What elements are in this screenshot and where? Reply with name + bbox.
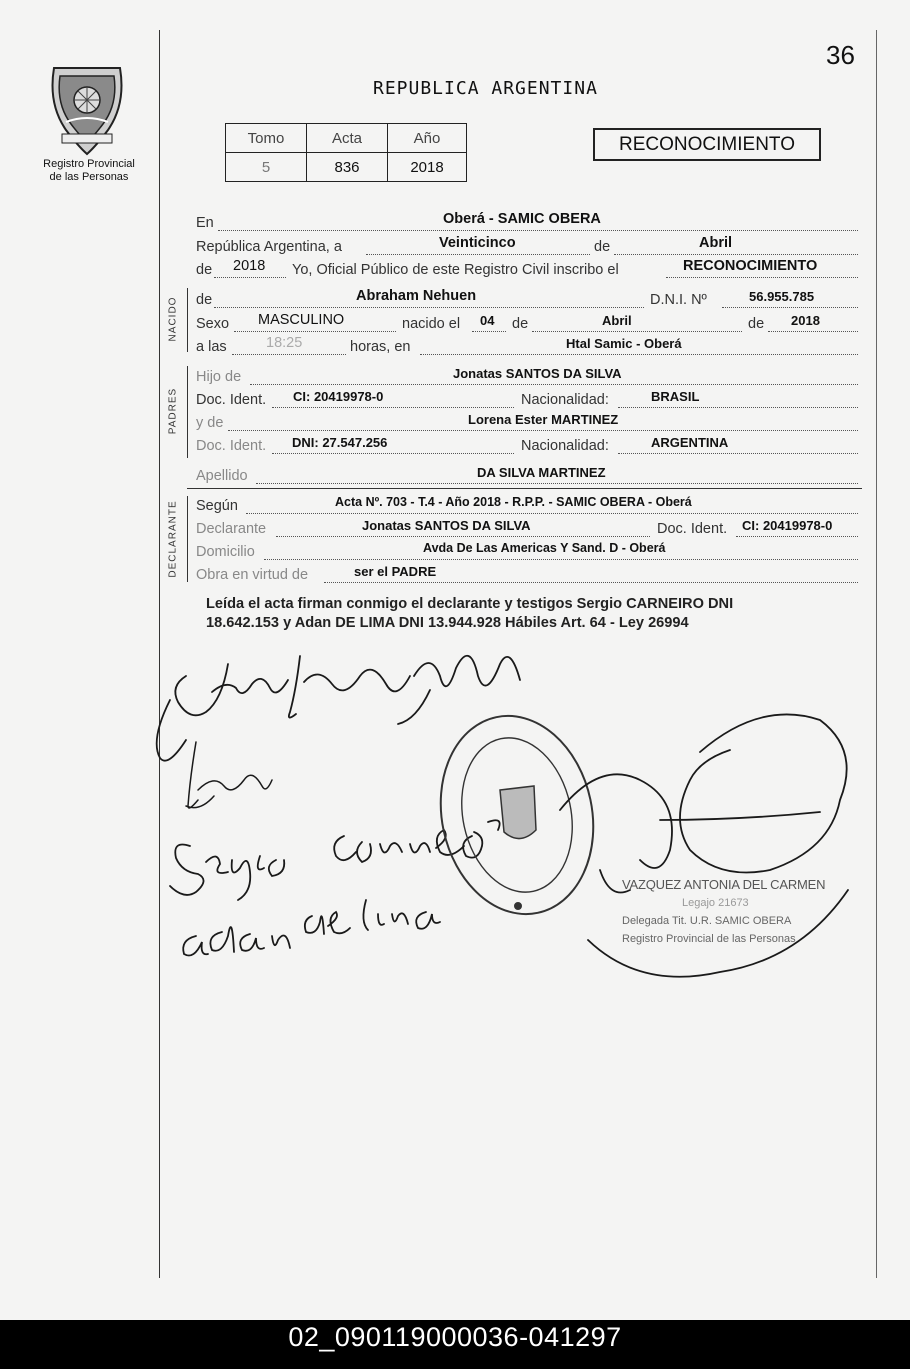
label-dni: D.N.I. Nº (650, 292, 707, 308)
header-anio: Año (388, 124, 467, 153)
label-obra: Obra en virtud de (196, 567, 309, 583)
act-type-box: RECONOCIMIENTO (593, 128, 821, 161)
value-year: 2018 (233, 258, 266, 274)
value-birth-time: 18:25 (266, 335, 303, 351)
value-mother-doc: DNI: 27.547.256 (292, 435, 388, 450)
label-horas-en: horas, en (350, 339, 411, 355)
label-republica: República Argentina, a (196, 239, 342, 255)
value-day-words: Veinticinco (439, 235, 516, 251)
official-name: VAZQUEZ ANTONIA DEL CARMEN (622, 877, 826, 892)
label-de-year2: de (748, 316, 765, 332)
value-anio: 2018 (388, 153, 467, 182)
label-nacionalidad2: Nacionalidad: (521, 438, 609, 454)
value-father-nationality: BRASIL (651, 389, 700, 404)
value-place: Oberá - SAMIC OBERA (443, 211, 601, 227)
label-nacido-el: nacido el (402, 316, 461, 332)
value-declarant-doc: CI: 20419978-0 (742, 518, 833, 533)
label-segun: Según (196, 498, 238, 514)
logo-caption-line1: Registro Provincial (43, 158, 135, 170)
official-legajo: Legajo 21673 (682, 897, 749, 909)
value-father-name: Jonatas SANTOS DA SILVA (453, 366, 622, 381)
value-address: Avda De Las Americas Y Sand. D - Oberá (423, 541, 666, 555)
logo-caption-line2: de las Personas (49, 171, 129, 183)
section-label-padres: PADRES (167, 387, 179, 435)
section-label-declarante: DECLARANTE (167, 500, 179, 578)
value-birth-day: 04 (480, 313, 495, 328)
label-doc-ident: Doc. Ident. (196, 392, 267, 408)
official-role: Delegada Tit. U.R. SAMIC OBERA (622, 915, 792, 927)
value-according-to: Acta Nº. 703 - T.4 - Año 2018 - R.P.P. - SAMIC OBERA - Oberá (335, 495, 692, 509)
value-child-dni: 56.955.785 (749, 289, 815, 304)
label-doc-ident3: Doc. Ident. (657, 521, 728, 537)
label-en: En (196, 215, 214, 231)
value-birth-place: Htal Samic - Oberá (566, 336, 682, 351)
value-acta: 836 (307, 153, 388, 182)
label-de: de (594, 239, 611, 255)
value-act: RECONOCIMIENTO (683, 258, 818, 274)
label-a-las: a las (196, 339, 227, 355)
value-mother-nationality: ARGENTINA (651, 435, 729, 450)
value-sex: MASCULINO (258, 312, 345, 328)
value-birth-month: Abril (602, 313, 632, 328)
label-y-de: y de (196, 415, 224, 431)
label-inscribo: Yo, Oficial Público de este Registro Civil inscribo el (292, 262, 619, 278)
declarant-signature (157, 656, 520, 761)
label-de-month: de (512, 316, 529, 332)
value-father-doc: CI: 20419978-0 (293, 389, 384, 404)
value-month: Abril (699, 235, 733, 251)
page-number: 36 (826, 40, 855, 70)
section-label-nacido: NACIDO (167, 296, 179, 342)
country-heading: REPUBLICA ARGENTINA (373, 78, 598, 99)
label-apellido: Apellido (196, 468, 248, 484)
value-by-virtue-of: ser el PADRE (354, 564, 437, 579)
footer-document-code: 02_090119000036-041297 (288, 1322, 622, 1352)
label-de-year: de (196, 262, 213, 278)
label-de-name: de (196, 292, 213, 308)
label-hijo-de: Hijo de (196, 369, 242, 385)
closing-line-2: 18.642.153 y Adan DE LIMA DNI 13.944.928 Hábiles Art. 64 - Ley 26994 (206, 615, 689, 631)
header-tomo: Tomo (226, 124, 307, 153)
official-signature-block (622, 876, 847, 948)
label-declarante: Declarante (196, 521, 267, 537)
label-nacionalidad: Nacionalidad: (521, 392, 609, 408)
value-birth-year: 2018 (791, 313, 820, 328)
closing-line-1: Leída el acta firman conmigo el declarante y testigos Sergio CARNEIRO DNI (206, 596, 734, 612)
official-registry: Registro Provincial de las Personas (622, 933, 796, 945)
value-declarant: Jonatas SANTOS DA SILVA (362, 518, 531, 533)
value-child-name: Abraham Nehuen (356, 288, 477, 304)
witness-signature-sergio (170, 820, 500, 900)
header-acta: Acta (307, 124, 388, 153)
value-tomo: 5 (226, 153, 307, 182)
registry-stamp (423, 702, 611, 929)
label-sexo: Sexo (196, 316, 230, 332)
label-domicilio: Domicilio (196, 544, 255, 560)
label-doc-ident2: Doc. Ident. (196, 438, 267, 454)
value-mother-name: Lorena Ester MARTINEZ (468, 412, 619, 427)
value-surname: DA SILVA MARTINEZ (477, 465, 606, 480)
witness-signature-adan (183, 900, 440, 956)
witness-signature-1 (186, 742, 272, 808)
